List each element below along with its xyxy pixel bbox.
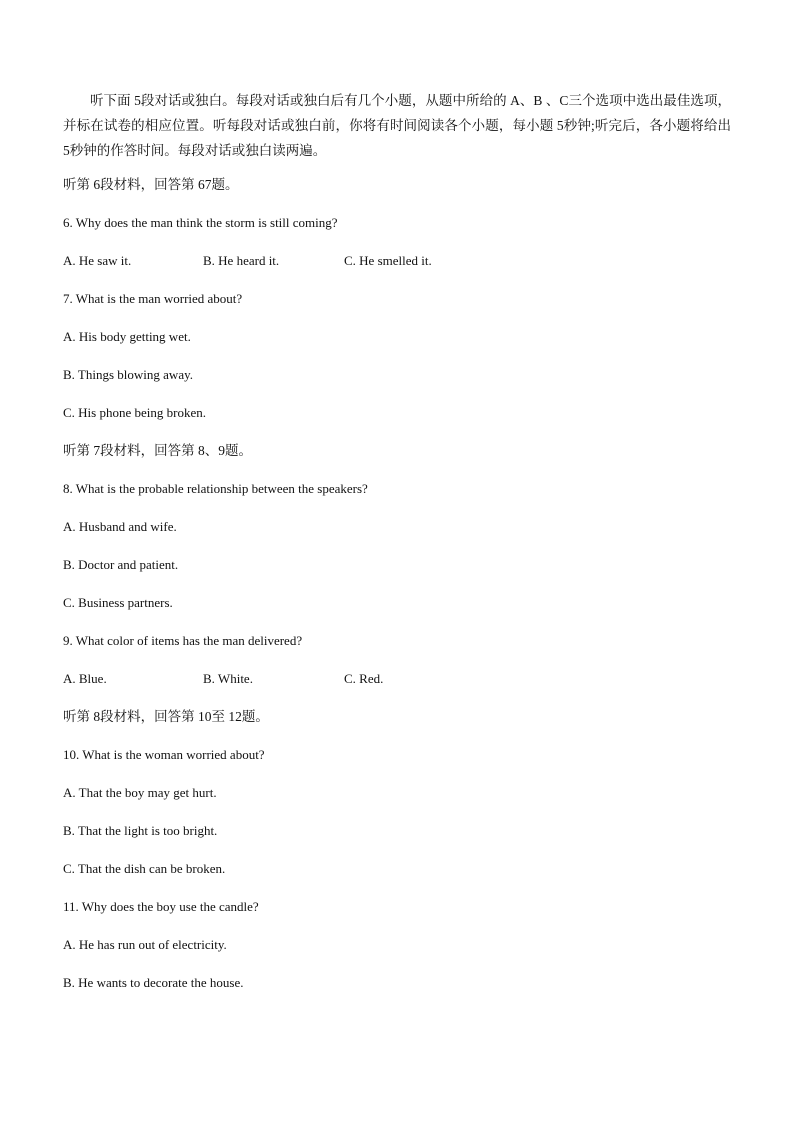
- option-b: B. He wants to decorate the house.: [63, 975, 244, 990]
- option-a: A. Blue.: [63, 671, 107, 686]
- option-c: C. Business partners.: [63, 595, 173, 610]
- option-c: C. That the dish can be broken.: [63, 861, 226, 876]
- option-a: A. He has run out of electricity.: [63, 937, 227, 952]
- option-b: B. That the light is too bright.: [63, 823, 218, 838]
- section-heading: 听第 7段材料，回答第 8、9题。: [63, 443, 252, 458]
- option-a: A. He saw it.: [63, 253, 132, 268]
- option-b: B. Doctor and patient.: [63, 557, 179, 572]
- question-6-options: [63, 251, 731, 289]
- option-b: B. White.: [203, 671, 253, 686]
- option-c: C. His phone being broken.: [63, 405, 206, 420]
- question-10-text: 10. What is the woman worried about?: [63, 747, 265, 762]
- option-b: B. He heard it.: [203, 253, 280, 268]
- option-b: B. Things blowing away.: [63, 367, 193, 382]
- option-a: A. Husband and wife.: [63, 519, 177, 534]
- option-c: C. He smelled it.: [344, 253, 432, 268]
- question-8-text: 8. What is the probable relationship between the speakers?: [63, 481, 368, 496]
- exam-page: [63, 88, 731, 1011]
- option-a: A. That the boy may get hurt.: [63, 785, 217, 800]
- option-a: A. His body getting wet.: [63, 329, 191, 344]
- section-heading: 听第 6段材料，回答第 67题。: [63, 177, 239, 192]
- section-heading: 听第 8段材料，回答第 10至 12题。: [63, 709, 269, 724]
- question-9-options: [63, 669, 731, 707]
- question-6-text: 6. Why does the man think the storm is still coming?: [63, 215, 338, 230]
- question-9-text: 9. What color of items has the man delivered?: [63, 633, 303, 648]
- listening-instructions: 听下面 5段对话或独白。每段对话或独白后有几个小题，从题中所给的 A、B 、C三个选项中选出最佳选项，并标在试卷的相应位置。听每段对话或独白前，你将有时间阅读各个小题，每小题 5秒钟;听完后，各小题将给出 5秒钟的作答时间。每段对话或独白读两遍。: [63, 93, 731, 158]
- question-7-text: 7. What is the man worried about?: [63, 291, 243, 306]
- question-11-text: 11. Why does the boy use the candle?: [63, 899, 259, 914]
- option-c: C. Red.: [344, 671, 384, 686]
